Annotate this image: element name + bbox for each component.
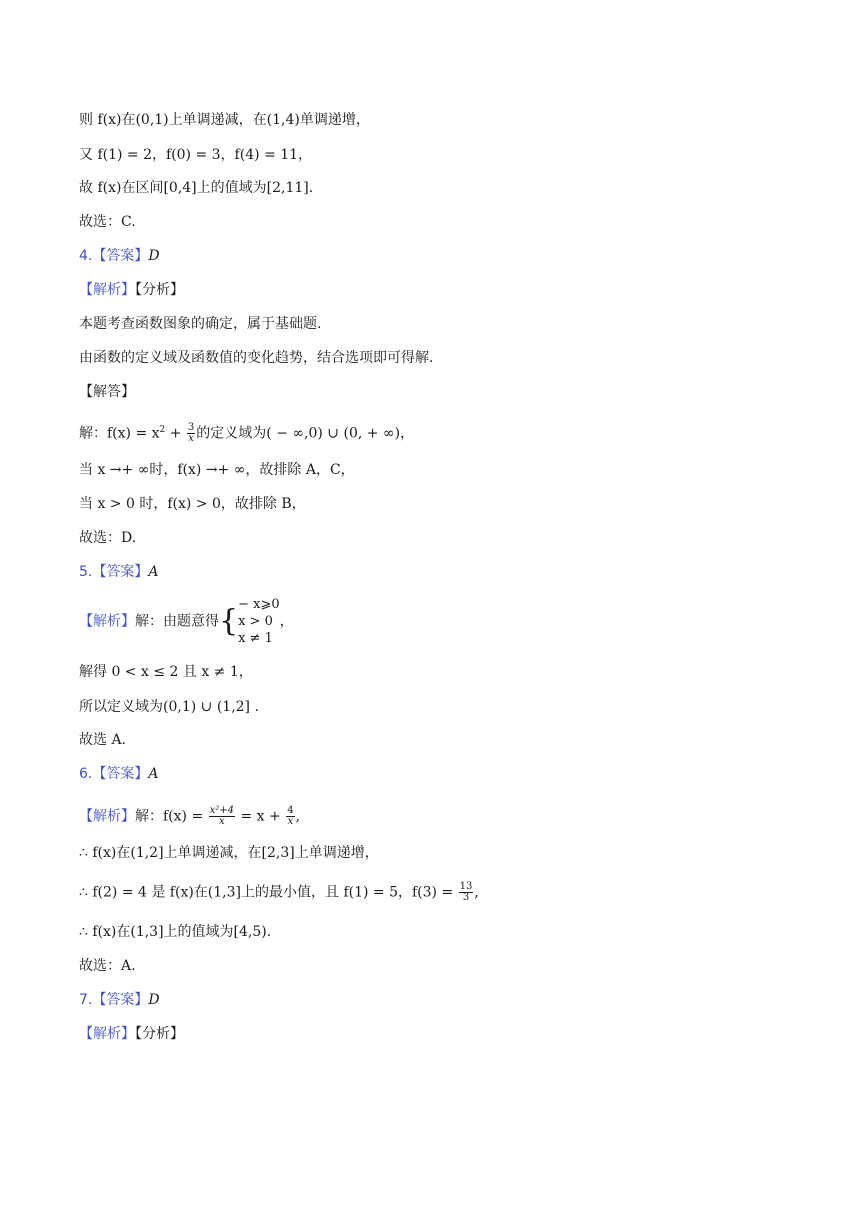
text-line: 故选 A.	[79, 732, 127, 748]
answer-value: A	[148, 564, 159, 580]
text-line: 故选：A.	[79, 958, 136, 974]
text-line: 故 f(x)在区间[0,4]上的值域为[2,11].	[79, 180, 314, 196]
fraction-numerator: 4	[287, 805, 294, 816]
text-line: 故选：C.	[79, 214, 136, 230]
fraction	[286, 806, 294, 827]
fraction-denominator: x	[287, 816, 294, 827]
system-rows	[238, 596, 280, 647]
text-line: 故选：D.	[79, 530, 137, 546]
answer-value: D	[148, 992, 160, 1008]
answer-tag: 【答案】	[92, 564, 149, 580]
fenxi-tag: 【分析】	[135, 282, 184, 298]
math-text: 解：f(x) =	[135, 808, 208, 825]
exponent: 2	[159, 425, 166, 435]
text-line: 由函数的定义域及函数值的变化趋势，结合选项即可得解.	[79, 350, 434, 366]
system-row: x ≠ 1	[238, 631, 273, 646]
text-line: 本题考查函数图象的确定，属于基础题.	[79, 316, 322, 332]
solution-line	[79, 596, 294, 647]
analysis-header	[79, 280, 184, 300]
answer-tag: 【答案】	[92, 992, 149, 1008]
fraction	[209, 806, 235, 827]
system-row: − x⩾0	[238, 597, 280, 612]
analysis-header	[79, 1024, 184, 1044]
analysis-tag: 【解析】	[79, 1026, 135, 1042]
math-text: 的定义域为( − ∞,0) ∪ (0, + ∞)，	[196, 425, 415, 442]
text-line: ∴ f(x)在(1,2]上单调递减，在[2,3]上单调递增，	[79, 845, 379, 861]
answer-tag: 【答案】	[92, 248, 149, 264]
fraction-denominator: x	[188, 433, 194, 445]
analysis-tag: 【解析】	[79, 282, 135, 298]
question-number: 5.	[79, 564, 93, 580]
fraction	[459, 882, 474, 903]
text-line: 解得 0 < x ≤ 2 且 x ≠ 1，	[79, 664, 253, 680]
solution-line	[79, 420, 414, 444]
question-4-header	[79, 246, 160, 266]
analysis-tag: 【解析】	[79, 808, 135, 825]
brace-icon: {	[219, 603, 239, 639]
text-line: 所以定义域为(0,1) ∪ (1,2] .	[79, 699, 259, 715]
text-line: 当 x →+ ∞时，f(x) →+ ∞，故排除 A，C，	[79, 462, 355, 478]
math-text: 解：由题意得	[135, 613, 219, 630]
fraction	[187, 423, 195, 444]
math-text: ∴ f(2) = 4 是 f(x)在(1,3]上的最小值，且 f(1) = 5，f(3) =	[79, 884, 458, 901]
question-6-header	[79, 764, 158, 784]
math-text: = x +	[236, 808, 286, 825]
text-line: 【解答】	[79, 384, 135, 400]
math-text: 解：f(x) = x	[79, 425, 160, 442]
equation-system	[219, 596, 280, 647]
question-number: 7.	[79, 992, 93, 1008]
question-number: 4.	[79, 248, 93, 264]
fraction-numerator: 3	[187, 422, 195, 434]
text-line: 则 f(x)在(0,1)上单调递减，在(1,4)单调递增，	[79, 112, 370, 128]
text-line: 又 f(1) = 2，f(0) = 3，f(4) = 11，	[79, 147, 313, 163]
question-number: 6.	[79, 766, 93, 782]
analysis-tag: 【解析】	[79, 613, 135, 630]
fenxi-tag: 【分析】	[135, 1026, 184, 1042]
math-text: +	[165, 425, 186, 442]
answer-value: D	[148, 248, 160, 264]
question-7-header	[79, 990, 160, 1010]
text-line: ∴ f(x)在(1,3]上的值域为[4,5).	[79, 924, 272, 940]
fraction-numerator: 13	[459, 881, 473, 892]
fraction-numerator: x²+4	[209, 805, 235, 816]
answer-value: A	[148, 766, 159, 782]
math-text: ,	[474, 884, 479, 901]
text-line: 当 x > 0 时，f(x) > 0，故排除 B，	[79, 496, 306, 512]
answer-tag: 【答案】	[92, 766, 149, 782]
solution-line	[79, 882, 479, 903]
fraction-denominator: x	[219, 816, 225, 827]
math-text: ，	[279, 613, 294, 630]
system-row: x > 0	[238, 614, 273, 629]
question-5-header	[79, 562, 158, 582]
fraction-denominator: 3	[462, 892, 470, 903]
solution-line	[79, 806, 300, 827]
math-text: ,	[295, 808, 301, 825]
